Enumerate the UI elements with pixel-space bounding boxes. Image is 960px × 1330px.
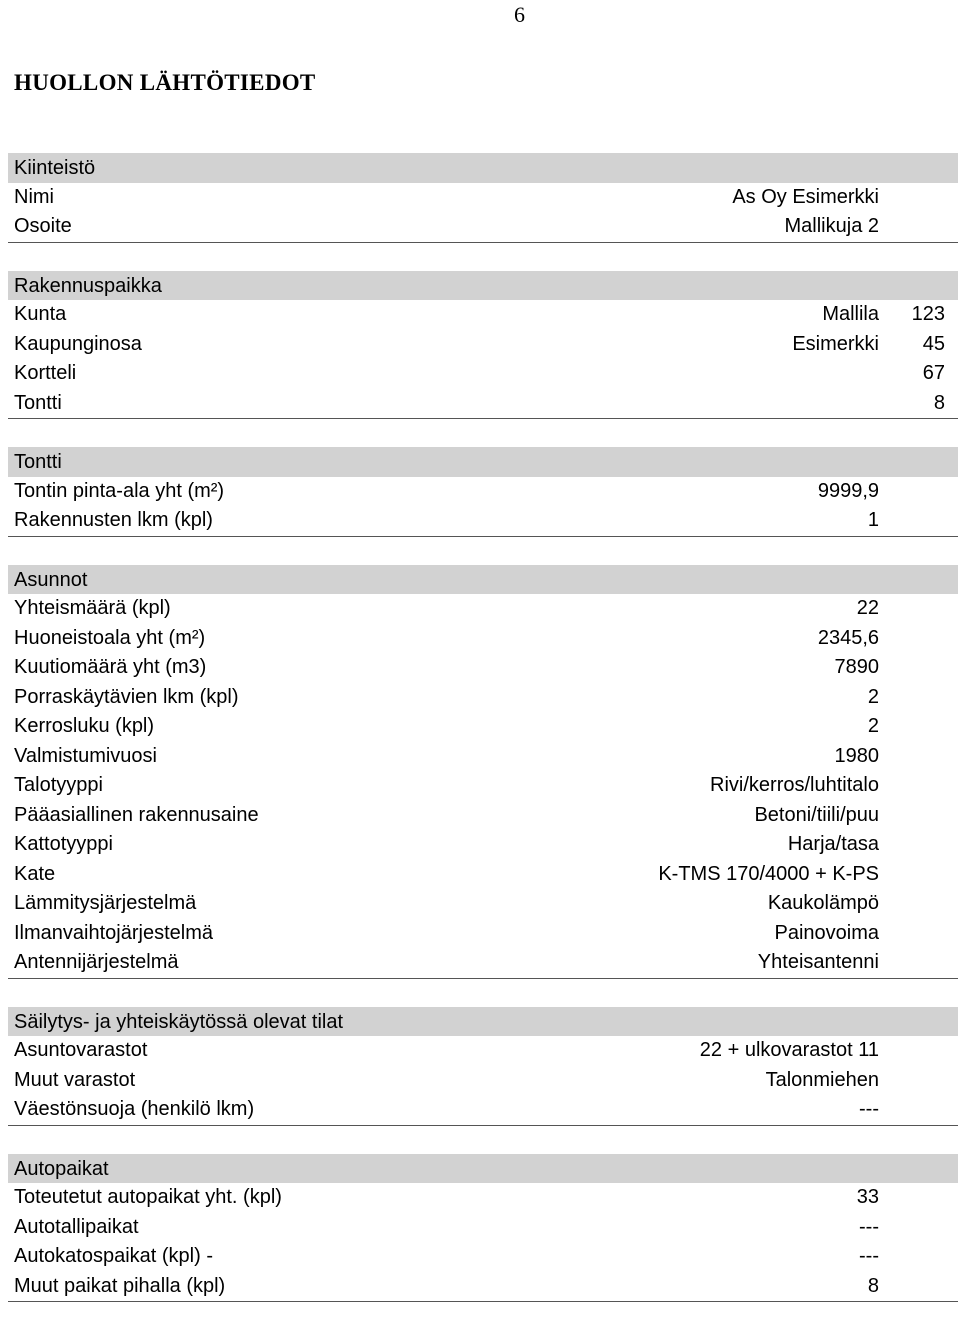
table-row [8, 624, 958, 654]
table-row [8, 860, 958, 890]
row-label: Lämmitysjärjestelmä [14, 892, 197, 914]
table-row [8, 212, 958, 243]
row-code: 8 [933, 391, 945, 414]
section [8, 565, 958, 979]
row-value: Harja/tasa [787, 833, 879, 855]
section [8, 1007, 958, 1126]
table-row [8, 919, 958, 949]
row-label: Väestönsuoja (henkilö lkm) [14, 1098, 255, 1120]
table-row [8, 594, 958, 624]
row-label: Muut varastot [14, 1068, 136, 1091]
table-row [8, 1095, 958, 1126]
table-row [8, 771, 958, 801]
section [8, 153, 958, 243]
row-value: --- [859, 1215, 879, 1238]
table-row [8, 712, 958, 742]
section [8, 447, 958, 537]
page-number: 6 [514, 2, 525, 27]
row-label: Kuutiomäärä yht (m3) [14, 656, 207, 678]
row-value: 2345,6 [817, 626, 879, 649]
row-label: Rakennusten lkm (kpl) [14, 509, 213, 531]
row-label: Muut paikat pihalla (kpl) [14, 1274, 226, 1297]
row-label: Kaupunginosa [14, 332, 142, 355]
row-value: 1 [867, 509, 879, 531]
row-value: Mallikuja 2 [784, 215, 879, 237]
row-label: Kunta [14, 303, 67, 325]
row-label: Tontin pinta-ala yht (m²) [14, 479, 225, 502]
row-code: 67 [922, 362, 945, 384]
row-value: --- [859, 1098, 879, 1120]
table-row [8, 1036, 958, 1066]
section [8, 1154, 958, 1303]
row-code: 45 [922, 332, 945, 355]
section [8, 271, 958, 420]
row-label: Autokatospaikat (kpl) - [14, 1245, 213, 1267]
row-label: Kate [14, 862, 56, 885]
row-label: Kattotyyppi [14, 833, 113, 855]
row-value: As Oy Esimerkki [732, 185, 879, 208]
row-label: Asuntovarastot [14, 1039, 148, 1061]
row-code: 123 [911, 303, 945, 325]
row-label: Autotallipaikat [14, 1215, 139, 1238]
row-label: Talotyyppi [14, 774, 103, 796]
row-label: Toteutetut autopaikat yht. (kpl) [14, 1186, 282, 1208]
row-label: Kerrosluku (kpl) [14, 715, 155, 737]
row-label: Tontti [14, 391, 62, 414]
row-label: Osoite [14, 215, 72, 237]
table-row [8, 948, 958, 979]
section-heading: Säilytys- ja yhteiskäytössä olevat tilat [8, 1007, 958, 1037]
row-value: Mallila [822, 303, 879, 325]
row-label: Nimi [14, 185, 54, 208]
row-value: Yhteisantenni [757, 951, 879, 973]
row-value: 2 [867, 715, 879, 737]
row-label: Yhteismäärä (kpl) [14, 597, 171, 619]
table-row [8, 477, 958, 507]
table-row [8, 1213, 958, 1243]
table-row [8, 801, 958, 831]
row-label: Ilmanvaihtojärjestelmä [14, 921, 213, 944]
row-label: Kortteli [14, 362, 77, 384]
row-label: Antennijärjestelmä [14, 951, 179, 973]
table-row [8, 830, 958, 860]
row-value: 9999,9 [817, 479, 879, 502]
table-row [8, 389, 958, 420]
row-value: --- [859, 1245, 879, 1267]
section-heading: Asunnot [8, 565, 958, 595]
table-row [8, 1183, 958, 1213]
row-value: 1980 [834, 744, 879, 767]
row-value: Rivi/kerros/luhtitalo [710, 774, 879, 796]
table-row [8, 300, 958, 330]
table-row [8, 1242, 958, 1272]
row-value: 33 [856, 1186, 879, 1208]
table-row [8, 330, 958, 360]
row-label: Pääasiallinen rakennusaine [14, 803, 259, 826]
table-row [8, 183, 958, 213]
row-value: 22 + ulkovarastot 11 [699, 1039, 879, 1061]
table-row [8, 1066, 958, 1096]
row-value: 22 [856, 597, 879, 619]
section-heading: Rakennuspaikka [8, 271, 958, 301]
section-heading: Kiinteistö [8, 153, 958, 183]
table-row [8, 359, 958, 389]
row-value: 2 [867, 685, 879, 708]
row-value: 8 [867, 1274, 879, 1297]
row-value: Talonmiehen [765, 1068, 879, 1091]
table-row [8, 742, 958, 772]
document-title: HUOLLON LÄHTÖTIEDOT [14, 70, 316, 95]
row-value: Kaukolämpö [767, 892, 879, 914]
row-value: Betoni/tiili/puu [754, 803, 879, 826]
table-row [8, 683, 958, 713]
section-heading: Autopaikat [8, 1154, 958, 1184]
row-label: Valmistumivuosi [14, 744, 157, 767]
row-value: Esimerkki [792, 332, 879, 355]
table-row [8, 506, 958, 537]
row-value: Painovoima [774, 921, 879, 944]
row-value: 7890 [834, 656, 879, 678]
table-row [8, 653, 958, 683]
table-row [8, 889, 958, 919]
section-heading: Tontti [8, 447, 958, 477]
row-label: Huoneistoala yht (m²) [14, 626, 206, 649]
maintenance-data-table [8, 153, 958, 1330]
table-row [8, 1272, 958, 1303]
row-label: Porraskäytävien lkm (kpl) [14, 685, 239, 708]
row-value: K-TMS 170/4000 + K-PS [658, 862, 879, 885]
